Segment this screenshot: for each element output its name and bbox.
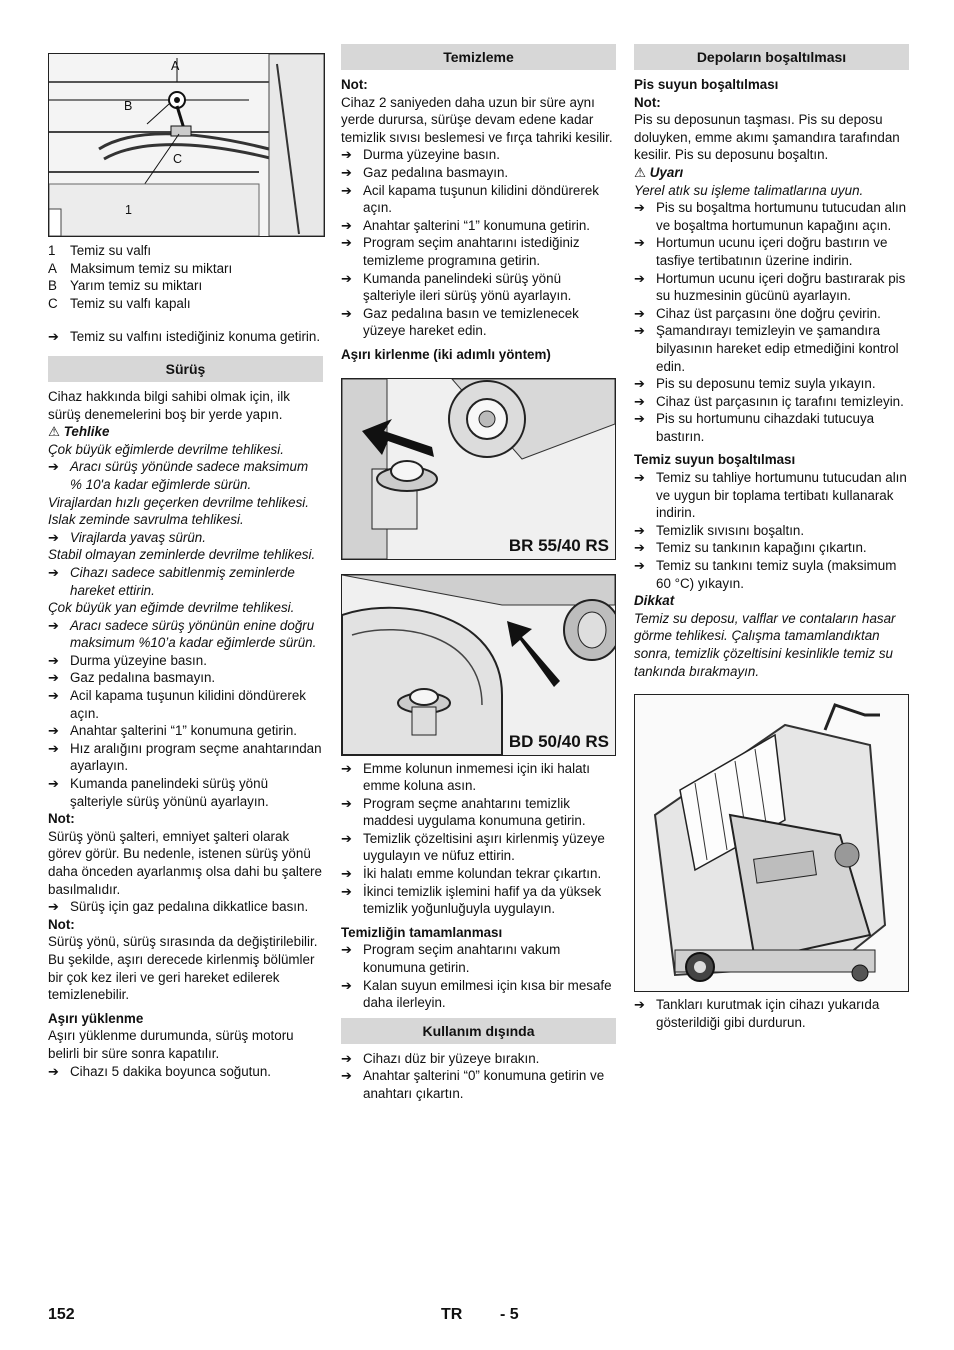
step-item: ➔ Hız aralığını program seçme anahtarından ayarlayın.: [48, 740, 322, 774]
arrow-icon: ➔: [634, 393, 645, 409]
valve-figure: [48, 53, 325, 237]
legend-item: 1 Temiz su valfı: [48, 243, 152, 258]
section-header-unused: Kullanım dışında: [341, 1018, 616, 1044]
note-text: Sürüş yönü şalteri, emniyet şalteri olarak görev görür. Bu nedenle, istenen sürüş yönü daha önceden ayarlanmış olsa dahi bu şaltere basılmalıdır.: [48, 828, 322, 897]
arrow-icon: ➔: [341, 164, 352, 180]
figure-bd: [341, 574, 616, 756]
arrow-icon: ➔: [341, 830, 352, 846]
paragraph: Aşırı yüklenme durumunda, sürüş motoru belirli bir süre sonra kapatılır.: [48, 1028, 294, 1061]
warning-triangle-icon: ⚠: [634, 164, 647, 180]
step-item: ➔ Gaz pedalına basmayın.: [341, 164, 509, 180]
figure-br: [341, 378, 616, 560]
step-item: ➔ Cihaz üst parçasını öne doğru çevirin.: [634, 305, 881, 321]
step-item: ➔ Pis su boşaltma hortumunu tutucudan alın ve boşaltma hortumunun kapağını açın.: [634, 200, 907, 233]
note-label: Not:: [48, 916, 75, 932]
step-item: ➔ Kalan suyun emilmesi için kısa bir mesafe daha ilerleyin.: [341, 977, 612, 1011]
arrow-icon: ➔: [341, 977, 352, 993]
legend-item: C Temiz su valfı kapalı: [48, 295, 191, 311]
note-label: Not:: [634, 94, 661, 110]
arrow-icon: ➔: [48, 688, 59, 704]
step-item: ➔ Hortumun ucunu içeri doğru bastırın ve tasfiye tertibatının üzerine indirin.: [634, 235, 888, 268]
note-text: Sürüş yönü, sürüş sırasında da değiştirilebilir. Bu şekilde, aşırı derecede kirlenmiş bölümler bir çok kez ileri ve geri hareket edilerek temizlenebilir.: [48, 934, 318, 1003]
arrow-icon: ➔: [48, 564, 59, 580]
danger-text: Çok büyük eğimlerde devrilme tehlikesi.: [48, 441, 284, 457]
caution-text: Temiz su deposu, valflar ve contaların hasar görme tehlikesi. Çalışma tamamlandıktan sonra, temizlik çözeltisini kesinlikle temiz su tankında bırakmayın.: [634, 610, 896, 679]
step-item: ➔ Anahtar şalterini “1” konumuna getirin.: [341, 217, 591, 233]
arrow-icon: ➔: [48, 740, 59, 756]
arrow-icon: ➔: [634, 235, 645, 251]
step-item: ➔ Gaz pedalına basın ve temizlenecek yüzeye hareket edin.: [341, 305, 579, 339]
arrow-icon: ➔: [634, 522, 645, 538]
step-item: ➔ Cihazı 5 dakika boyunca soğutun.: [48, 1063, 271, 1079]
section-header-tanks: Depoların boşaltılması: [634, 44, 909, 70]
machine-figure: [634, 694, 909, 992]
arrow-icon: ➔: [634, 470, 645, 486]
arrow-icon: ➔: [341, 795, 352, 811]
step-item: ➔ Acil kapama tuşunun kilidini döndürerek açın.: [341, 182, 599, 216]
step-item: ➔ Kumanda panelindeki sürüş yönü şalteriyle ileri sürüş yönü ayarlayın.: [341, 270, 572, 304]
step-item: ➔ Program seçim anahtarını vakum konumuna getirin.: [341, 942, 561, 976]
page-number: 152: [48, 1306, 75, 1323]
step-item: ➔ Pis su deposunu temiz suyla yıkayın.: [634, 376, 876, 392]
step-item: ➔ Cihazı sadece sabitlenmiş zeminlerde hareket ettirin.: [48, 564, 295, 598]
subheading-clean-water: Temiz suyun boşaltılması: [634, 452, 796, 468]
note-label: Not:: [341, 77, 368, 92]
warning-heading: ⚠ Uyarı: [634, 164, 684, 180]
step-item: ➔ Gaz pedalına basmayın.: [48, 670, 216, 686]
arrow-icon: ➔: [48, 529, 59, 545]
step-item: ➔ Temiz su tahliye hortumunu tutucudan alın ve uygun bir toplama tertibatı kullanarak indirin.: [634, 470, 907, 521]
subheading-finish: Temizliğin tamamlanması: [341, 924, 503, 940]
step-item: ➔ Temizlik çözeltisini aşırı kirlenmiş yüzeye uygulayın ve nüfuz ettirin.: [341, 830, 605, 864]
column-right: [634, 44, 909, 1031]
language-code: TR: [441, 1306, 463, 1323]
step-item: ➔ Sürüş için gaz pedalına dikkatlice basın.: [48, 899, 309, 915]
arrow-icon: ➔: [634, 270, 645, 286]
step-item: ➔ Temiz su tankını temiz suyla (maksimum 60 °C) yıkayın.: [634, 558, 897, 591]
arrow-icon: ➔: [48, 899, 59, 915]
step-item: ➔ Kumanda panelindeki sürüş yönü şalteriyle sürüş yönünü ayarlayın.: [48, 776, 269, 809]
arrow-icon: ➔: [634, 540, 645, 556]
step-item: ➔ Acil kapama tuşunun kilidini döndürerek açın.: [48, 688, 306, 721]
step-item: ➔ İki halatı emme kolundan tekrar çıkartın.: [341, 866, 602, 882]
step-item: ➔ Cihaz üst parçasının iç tarafını temizleyin.: [634, 393, 904, 409]
legend-item: B Yarım temiz su miktarı: [48, 278, 203, 294]
bd-illustration: [342, 575, 615, 755]
machine-illustration: [635, 695, 908, 991]
step-item: ➔ İkinci temizlik işlemini hafif ya da yüksek temizlik yoğunluğuyla uygulayın.: [341, 883, 602, 917]
arrow-icon: ➔: [48, 670, 59, 686]
step-item: ➔ Durma yüzeyine basın.: [48, 652, 207, 668]
arrow-icon: ➔: [634, 305, 645, 321]
br-illustration: [342, 379, 615, 559]
section-number: - 5: [500, 1306, 519, 1323]
arrow-icon: ➔: [341, 942, 352, 958]
arrow-icon: ➔: [341, 147, 352, 163]
section-header-temizleme: Temizleme: [341, 44, 616, 70]
arrow-icon: ➔: [634, 200, 645, 216]
figure-label-br: BR 55/40 RS: [508, 535, 609, 555]
danger-heading: ⚠ Tehlike: [48, 424, 110, 440]
arrow-icon: ➔: [634, 558, 645, 574]
note-text: Pis su deposunun taşması. Pis su deposu doluyken, emme akımı şamandıra tarafından kesilir. Pis su deposunu boşaltın.: [634, 112, 900, 163]
step-item: ➔ Anahtar şalterini “1” konumuna getirin.: [48, 723, 298, 739]
step-item: ➔ Aracı sürüş yönünde sadece maksimum % 10'a kadar eğimlerde sürün.: [48, 459, 309, 492]
note-label: Not:: [48, 811, 75, 827]
step-item: ➔ Durma yüzeyine basın.: [341, 147, 500, 163]
arrow-icon: ➔: [341, 235, 352, 251]
step-item: ➔ Program seçme anahtarını temizlik maddesi uygulama konumuna getirin.: [341, 795, 586, 829]
arrow-icon: ➔: [341, 270, 352, 286]
section-header-surus: Sürüş: [48, 356, 323, 382]
step-item: ➔ Temizlik sıvısını boşaltın.: [634, 522, 805, 538]
arrow-icon: ➔: [48, 1063, 59, 1079]
arrow-icon: ➔: [341, 1050, 352, 1066]
step-item: ➔ Aracı sadece sürüş yönünün enine doğru maksimum %10’a kadar eğimlerde sürün.: [48, 617, 317, 651]
step-item: ➔ Şamandırayı temizleyin ve şamandıra bilyasının hareket edip etmediğini kontrol edin.: [634, 323, 899, 374]
callout-a: A: [171, 59, 180, 73]
column-middle: [341, 44, 616, 1103]
danger-text: Virajlardan hızlı geçerken devrilme tehlikesi.: [48, 494, 309, 510]
legend-item: A Maksimum temiz su miktarı: [48, 260, 233, 276]
arrow-icon: ➔: [48, 617, 59, 633]
step-item: ➔ Tankları kurutmak için cihazı yukarıda gösterildiği gibi durdurun.: [634, 997, 880, 1030]
arrow-icon: ➔: [48, 459, 59, 475]
arrow-icon: ➔: [634, 997, 645, 1013]
arrow-icon: ➔: [48, 723, 59, 739]
arrow-icon: ➔: [341, 182, 352, 198]
column-left: [48, 44, 323, 1080]
arrow-icon: ➔: [341, 1068, 352, 1084]
arrow-icon: ➔: [634, 376, 645, 392]
arrow-icon: ➔: [341, 305, 352, 321]
arrow-icon: ➔: [341, 217, 352, 233]
warning-text: Yerel atık su işleme talimatlarına uyun.: [634, 182, 864, 198]
legend-list: [48, 242, 323, 312]
figure-label-bd: BD 50/40 RS: [508, 731, 609, 751]
note-text: Cihaz 2 saniyeden daha uzun bir süre aynı yerde durursa, sürüşe devam edene kadar temizlik sıvısı beslemesi ve fırça tahriki kesilir.: [341, 94, 613, 145]
danger-text: Stabil olmayan zeminlerde devrilme tehlikesi.: [48, 547, 316, 563]
step-item: ➔ Virajlarda yavaş sürün.: [48, 529, 206, 545]
step-item: ➔ Program seçim anahtarını istediğiniz temizleme programına getirin.: [341, 235, 580, 268]
subheading-overload: Aşırı yüklenme: [48, 1010, 144, 1026]
heavy-steps-list: [341, 760, 616, 918]
arrow-icon: ➔: [341, 883, 352, 899]
caution-heading: Dikkat: [634, 593, 675, 609]
subheading-heavy-soil: Aşırı kirlenme (iki adımlı yöntem): [341, 346, 551, 362]
arrow-icon: ➔: [341, 866, 352, 882]
danger-text: Islak zeminde savrulma tehlikesi.: [48, 512, 244, 528]
step-item: ➔ Temiz su valfını istediğiniz konuma getirin.: [48, 329, 321, 345]
callout-b: B: [124, 99, 133, 113]
step-item: ➔ Hortumun ucunu içeri doğru bastırarak pis su huzmesinin gücünü ayarlayın.: [634, 270, 906, 304]
paragraph: Cihaz hakkında bilgi sahibi olmak için, ilk sürüş denemelerini boş bir yerde yapın.: [48, 388, 290, 422]
step-item: ➔ Pis su hortumunu cihazdaki tutucuya bastırın.: [634, 411, 875, 444]
danger-text: Çok büyük yan eğimde devrilme tehlikesi.: [48, 600, 295, 616]
arrow-icon: ➔: [634, 411, 645, 427]
step-item: ➔ Emme kolunun inmemesi için iki halatı emme koluna asın.: [341, 760, 590, 794]
arrow-icon: ➔: [48, 652, 59, 668]
valve-illustration: [49, 54, 324, 236]
callout-c: C: [173, 152, 183, 166]
arrow-icon: ➔: [634, 323, 645, 339]
subheading-dirty-water: Pis suyun boşaltılması: [634, 77, 779, 92]
warning-triangle-icon: ⚠: [48, 424, 61, 440]
arrow-icon: ➔: [48, 776, 59, 792]
arrow-icon: ➔: [341, 760, 352, 776]
step-item: ➔ Cihazı düz bir yüzeye bırakın.: [341, 1050, 540, 1066]
arrow-icon: ➔: [48, 329, 59, 345]
step-item: ➔ Anahtar şalterini “0” konumuna getirin ve anahtarı çıkartın.: [341, 1068, 605, 1101]
step-item: ➔ Temiz su tankının kapağını çıkartın.: [634, 540, 867, 556]
callout-1: 1: [125, 203, 132, 217]
